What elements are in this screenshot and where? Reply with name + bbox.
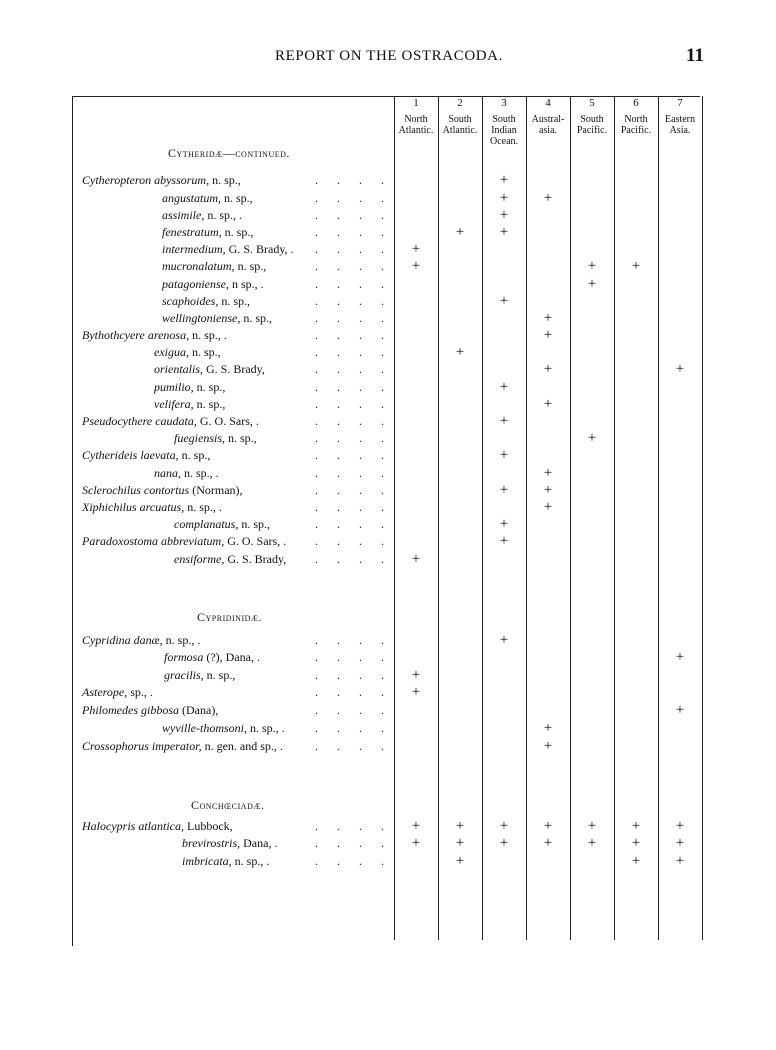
column-label: North (404, 114, 428, 125)
presence-mark: + (411, 258, 421, 274)
presence-mark: + (499, 207, 509, 223)
leader-dots: . . . . (315, 259, 392, 273)
species-authority: n. sp., (240, 311, 272, 325)
presence-mark: + (675, 649, 685, 665)
leader-dots: . . . . (315, 854, 392, 868)
species-row (82, 276, 392, 293)
species-row (82, 361, 392, 378)
species-row (82, 344, 392, 361)
column-label: South (448, 114, 472, 125)
column-number: 4 (545, 97, 551, 109)
leader-dots: . . . . (315, 362, 392, 376)
leader-dots: . . . . (315, 703, 392, 717)
species-row (82, 258, 392, 275)
leader-dots: . . . . (315, 500, 392, 514)
species-authority: G. O. Sars, . (196, 414, 259, 428)
species-authority: (Dana), (179, 703, 219, 717)
leader-dots: . . . . (315, 517, 392, 531)
species-row (82, 667, 392, 684)
leader-dots: . . . . (315, 685, 392, 699)
species-authority: G. S. Brady, (224, 552, 287, 566)
column-label: Austral- (531, 114, 565, 125)
presence-mark: + (411, 667, 421, 683)
presence-mark: + (587, 276, 597, 292)
species-authority: n. sp., (178, 448, 211, 462)
column-number: 3 (501, 97, 507, 109)
species-name: complanatus, (174, 517, 239, 531)
column-label: Atlantic. (442, 125, 478, 136)
species-name: velifera, (154, 397, 194, 411)
column-rule (570, 96, 571, 940)
column-rule (394, 96, 395, 940)
column-header-4 (526, 98, 570, 136)
column-rule (438, 96, 439, 940)
species-row (82, 533, 392, 550)
presence-mark: + (455, 224, 465, 240)
presence-mark: + (587, 430, 597, 446)
species-authority: sp., . (127, 685, 153, 699)
presence-mark: + (587, 835, 597, 851)
species-authority: (Norman), (189, 483, 243, 497)
species-row (82, 499, 392, 516)
species-row (82, 207, 392, 224)
column-label: Indian (491, 125, 517, 136)
leader-dots: . . . . (315, 431, 392, 445)
species-authority: n. gen. and sp., . (201, 739, 283, 753)
presence-mark: + (455, 835, 465, 851)
species-authority: n. sp., . (181, 466, 219, 480)
species-row (82, 293, 392, 310)
presence-mark: + (411, 551, 421, 567)
species-row (82, 172, 392, 189)
species-authority: G. S. Brady, (203, 362, 265, 376)
leader-dots: . . . . (315, 721, 392, 735)
species-name: mucronalatum, (162, 259, 235, 273)
leader-dots: . . . . (315, 534, 392, 548)
species-authority: n. sp., (193, 380, 226, 394)
species-authority: G. O. Sars, . (224, 534, 287, 548)
species-authority: n. sp., (218, 294, 250, 308)
species-authority: n. sp., (189, 345, 221, 359)
presence-mark: + (543, 190, 553, 206)
column-header-3 (482, 98, 526, 147)
species-row (82, 413, 392, 430)
species-row (82, 465, 392, 482)
page-header (0, 45, 776, 72)
column-header-6 (614, 98, 658, 136)
presence-mark: + (499, 835, 509, 851)
species-authority: n. sp., . (246, 721, 285, 735)
species-name: Philomedes gibbosa (82, 703, 179, 717)
leader-dots: . . . . (315, 668, 392, 682)
presence-mark: + (499, 379, 509, 395)
presence-mark: + (499, 632, 509, 648)
presence-mark: + (543, 835, 553, 851)
species-row (82, 684, 392, 701)
species-row (82, 190, 392, 207)
species-name: Crossophorus imperator, (82, 739, 202, 753)
table-top-rule (72, 96, 700, 97)
column-label: asia. (538, 125, 558, 136)
leader-dots: . . . . (315, 633, 392, 647)
presence-mark: + (543, 720, 553, 736)
presence-mark: + (499, 190, 509, 206)
species-row (82, 516, 392, 533)
presence-mark: + (675, 853, 685, 869)
presence-mark: + (543, 327, 553, 343)
column-header-1 (394, 98, 438, 136)
species-authority: n. sp., (193, 397, 226, 411)
species-name: formosa (164, 650, 204, 664)
species-row (82, 551, 392, 568)
species-authority: Lubbock, (184, 819, 233, 833)
presence-mark: + (631, 818, 641, 834)
presence-mark: + (631, 835, 641, 851)
species-row (82, 720, 392, 737)
leader-dots: . . . . (315, 225, 392, 239)
leader-dots: . . . . (315, 277, 392, 291)
species-name: gracilis, (164, 668, 204, 682)
presence-mark: + (499, 516, 509, 532)
species-name: Pseudocythere caudata, (82, 414, 197, 428)
column-rule (614, 96, 615, 940)
species-authority: n. sp., (238, 517, 271, 531)
species-name: pumilio, (154, 380, 194, 394)
species-authority: n. sp., (203, 668, 236, 682)
leader-dots: . . . . (315, 242, 392, 256)
presence-mark: + (543, 499, 553, 515)
section-heading-cypridinidae: Cypridinidæ. (197, 610, 263, 624)
species-name: angustatum, (162, 191, 222, 205)
presence-mark: + (499, 172, 509, 188)
species-name: brevirostris, (182, 836, 241, 850)
leader-dots: . . . . (315, 208, 392, 222)
presence-mark: + (499, 413, 509, 429)
species-row (82, 224, 392, 241)
species-name: Bythothcyere arenosa, (82, 328, 190, 342)
presence-mark: + (411, 818, 421, 834)
species-row (82, 327, 392, 344)
species-row (82, 447, 392, 464)
presence-mark: + (675, 835, 685, 851)
species-name: intermedium, (162, 242, 226, 256)
species-name: Asterope, (82, 685, 128, 699)
presence-mark: + (455, 344, 465, 360)
presence-mark: + (499, 533, 509, 549)
species-name: fenestratum, (162, 225, 222, 239)
species-row (82, 396, 392, 413)
section-heading-conchoeciadae: Conchœciadæ. (191, 798, 265, 812)
column-header-5 (570, 98, 614, 136)
column-header-7 (658, 98, 702, 136)
species-name: ensiforme, (174, 552, 225, 566)
column-label: Pacific. (620, 125, 652, 136)
leader-dots: . . . . (315, 552, 392, 566)
species-name: assimile, (162, 208, 205, 222)
species-authority: n. sp., . (189, 328, 227, 342)
presence-mark: + (675, 818, 685, 834)
species-name: Paradoxostoma abbreviatum, (82, 534, 225, 548)
leader-dots: . . . . (315, 448, 392, 462)
species-row (82, 853, 392, 870)
species-authority: Dana, . (240, 836, 278, 850)
column-label: Atlantic. (398, 125, 434, 136)
presence-mark: + (499, 224, 509, 240)
species-name: fuegiensis, (174, 431, 225, 445)
leader-dots: . . . . (315, 345, 392, 359)
species-name: imbricata, (182, 854, 232, 868)
leader-dots: . . . . (315, 191, 392, 205)
leader-dots: . . . . (315, 397, 392, 411)
presence-mark: + (543, 738, 553, 754)
presence-mark: + (543, 310, 553, 326)
species-authority: G. S. Brady, . (225, 242, 294, 256)
species-authority: n. sp., . (162, 633, 201, 647)
species-name: Cypridina danæ, (82, 633, 163, 647)
species-authority: n. sp., . (231, 854, 270, 868)
presence-mark: + (411, 835, 421, 851)
presence-mark: + (675, 702, 685, 718)
species-name: Cytheropteron abyssorum, (82, 173, 210, 187)
column-number: 6 (633, 97, 639, 109)
species-authority: n. sp., (225, 431, 257, 445)
species-name: exigua, (154, 345, 189, 359)
species-authority: n. sp., . (184, 500, 222, 514)
species-name: nana, (154, 466, 181, 480)
leader-dots: . . . . (315, 414, 392, 428)
species-row (82, 649, 392, 666)
species-name: orientalis, (154, 362, 204, 376)
leader-dots: . . . . (315, 739, 392, 753)
presence-mark: + (587, 258, 597, 274)
presence-mark: + (675, 361, 685, 377)
species-row (82, 835, 392, 852)
species-row (82, 702, 392, 719)
species-name: Halocypris atlantica, (82, 819, 184, 833)
species-authority: n. sp., . (204, 208, 243, 222)
leader-dots: . . . . (315, 650, 392, 664)
species-authority: (?), Dana, . (203, 650, 260, 664)
species-row (82, 818, 392, 835)
column-label: South (580, 114, 604, 125)
species-name: scaphoides, (162, 294, 219, 308)
column-label: North (624, 114, 648, 125)
column-number: 7 (677, 97, 683, 109)
column-header-2 (438, 98, 482, 136)
species-row (82, 430, 392, 447)
page-number: 11 (686, 45, 704, 66)
species-name: wellingtoniense, (162, 311, 241, 325)
species-name: Sclerochilus contortus (82, 483, 190, 497)
column-rule (658, 96, 659, 940)
leader-dots: . . . . (315, 294, 392, 308)
presence-mark: + (411, 241, 421, 257)
column-number: 1 (413, 97, 419, 109)
species-name: wyville-thomsoni, (162, 721, 247, 735)
species-row (82, 738, 392, 755)
leader-dots: . . . . (315, 173, 392, 187)
leader-dots: . . . . (315, 836, 392, 850)
species-name: Xiphichilus arcuatus, (82, 500, 185, 514)
species-authority: n sp., . (229, 277, 264, 291)
presence-mark: + (499, 482, 509, 498)
table-left-edge (72, 96, 73, 946)
species-name: Cytherideis laevata, (82, 448, 179, 462)
presence-mark: + (543, 465, 553, 481)
species-authority: n. sp., (221, 191, 253, 205)
species-row (82, 482, 392, 499)
column-number: 2 (457, 97, 463, 109)
presence-mark: + (455, 818, 465, 834)
species-authority: n. sp., (221, 225, 254, 239)
leader-dots: . . . . (315, 380, 392, 394)
presence-mark: + (543, 396, 553, 412)
presence-mark: + (499, 447, 509, 463)
leader-dots: . . . . (315, 311, 392, 325)
column-label: Eastern (665, 114, 695, 125)
leader-dots: . . . . (315, 483, 392, 497)
column-label: Pacific. (576, 125, 608, 136)
presence-mark: + (455, 853, 465, 869)
presence-mark: + (543, 818, 553, 834)
column-rule (702, 96, 703, 940)
leader-dots: . . . . (315, 466, 392, 480)
leader-dots: . . . . (315, 328, 392, 342)
presence-mark: + (499, 818, 509, 834)
presence-mark: + (587, 818, 597, 834)
column-number: 5 (589, 97, 595, 109)
species-row (82, 310, 392, 327)
presence-mark: + (631, 258, 641, 274)
species-authority: n. sp., (234, 259, 267, 273)
running-title: REPORT ON THE OSTRACODA. (275, 48, 503, 64)
species-authority: n. sp., (209, 173, 241, 187)
presence-mark: + (543, 482, 553, 498)
section-heading-cytheridae: Cytheridæ—continued. (168, 146, 290, 160)
presence-mark: + (411, 684, 421, 700)
presence-mark: + (543, 361, 553, 377)
species-row (82, 241, 392, 258)
species-row (82, 379, 392, 396)
column-label: Asia. (669, 125, 691, 136)
presence-mark: + (499, 293, 509, 309)
column-label: Ocean. (489, 136, 519, 147)
column-label: South (492, 114, 516, 125)
leader-dots: . . . . (315, 819, 392, 833)
column-rule (526, 96, 527, 940)
species-name: patagoniense, (162, 277, 229, 291)
species-row (82, 632, 392, 649)
presence-mark: + (631, 853, 641, 869)
